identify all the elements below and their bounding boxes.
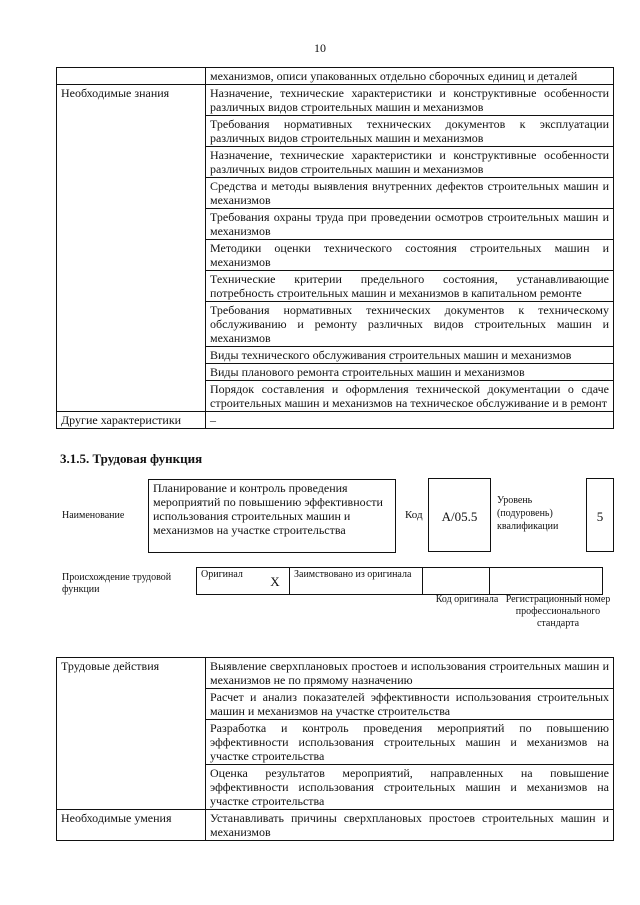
level-value-box: 5 [586,478,614,552]
row-label: Необходимые умения [57,810,206,841]
knowledge-table [56,67,614,429]
table-row [57,658,614,689]
section-heading: 3.1.5. Трудовая функция [60,451,203,466]
table-cell: Требования нормативных технических документов к эксплуатации различных видов строительных машин и механизмов [206,116,614,147]
reg-number-caption: Регистрационный номер профессионального стандарта [505,594,611,629]
table-cell: Требования охраны труда при проведении осмотров строительных машин и механизмов [206,209,614,240]
table-cell: Разработка и контроль проведения мероприятий по повышению эффективности использования строительных машин и механизмов на участке строительства [206,720,614,765]
table-cell: Требования нормативных технических документов к техническому обслуживанию и ремонту различных видов строительных машин и механизмов [206,302,614,347]
table-cell: механизмов, описи упакованных отдельно сборочных единиц и деталей [206,68,614,85]
actions-table [56,657,614,841]
table-cell: Назначение, технические характеристики и конструктивные особенности различных видов строительных машин и механизмов [206,85,614,116]
original-mark: X [261,568,290,595]
table-row [57,810,614,841]
level-label: Уровень (подуровень) квалификации [497,495,559,532]
function-name-box: Планирование и контроль проведения мероприятий по повышению эффективности использования строительных машин и механизмов на участке строительства [148,479,396,553]
table-row [57,68,614,85]
table-cell: – [206,412,614,429]
code-label: Код [405,509,423,521]
table-cell: Назначение, технические характеристики и конструктивные особенности различных видов строительных машин и механизмов [206,147,614,178]
table-cell: Выявление сверхплановых простоев и использования строительных машин и механизмов не по прямому назначению [206,658,614,689]
row-label: Необходимые знания [57,85,206,412]
table-cell: Порядок составления и оформления технической документации о сдаче строительных машин и механизмов на техническое обслуживание и в ремонт [206,381,614,412]
table-cell: Оценка результатов мероприятий, направленных на повышение эффективности использования строительных машин и механизмов на участке строительства [206,765,614,810]
table-cell: Виды планового ремонта строительных машин и механизмов [206,364,614,381]
table-cell: Устанавливать причины сверхплановых простоев строительных машин и механизмов [206,810,614,841]
borrowed-label: Заимствовано из оригинала [290,568,423,595]
reg-number-cell [490,568,603,595]
origin-label: Происхождение трудовой функции [62,572,172,595]
origin-code-cell [423,568,490,595]
function-code-box: А/05.5 [428,478,491,552]
table-row [57,85,614,116]
code-caption: Код оригинала [435,594,499,605]
origin-table [196,567,603,595]
table-cell: Технические критерии предельного состояния, устанавливающие потребность строительных машин и механизмов в капитальном ремонте [206,271,614,302]
name-label: Наименование [62,510,125,521]
row-label: Трудовые действия [57,658,206,810]
table-cell: Средства и методы выявления внутренних дефектов строительных машин и механизмов [206,178,614,209]
row-label [57,68,206,85]
table-cell: Расчет и анализ показателей эффективности использования строительных машин и механизмов на участке строительства [206,689,614,720]
table-row [57,412,614,429]
table-cell: Методики оценки технического состояния строительных машин и механизмов [206,240,614,271]
table-row [197,568,603,595]
table-cell: Виды технического обслуживания строительных машин и механизмов [206,347,614,364]
original-label: Оригинал [197,568,262,595]
row-label: Другие характеристики [57,412,206,429]
page-number: 10 [314,41,326,55]
